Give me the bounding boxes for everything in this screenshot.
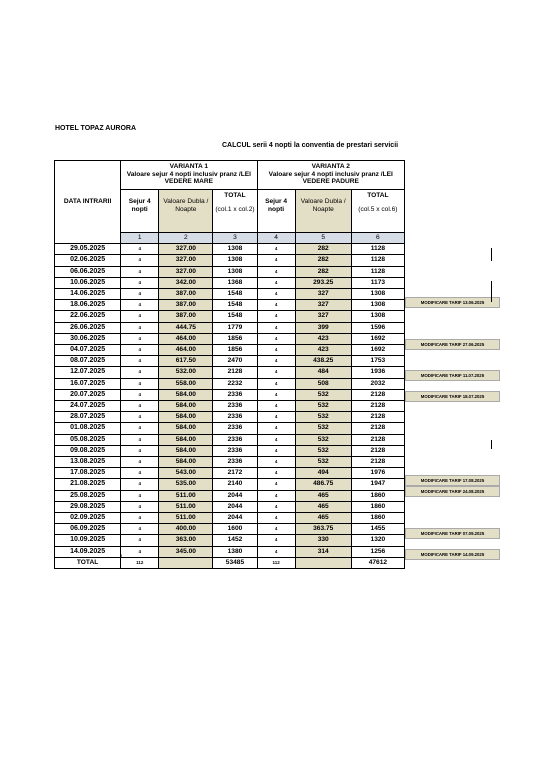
nights-v2: 4 bbox=[257, 389, 295, 400]
nights-v2: 4 bbox=[257, 535, 295, 546]
total-v1: 2044 bbox=[213, 513, 257, 524]
table-row bbox=[55, 266, 405, 277]
nights-v2: 4 bbox=[257, 457, 295, 468]
table-row bbox=[55, 255, 405, 266]
total-v1: 2128 bbox=[213, 367, 257, 378]
table-row bbox=[55, 468, 405, 479]
total-v1: 2232 bbox=[213, 378, 257, 389]
valoare-header-2: Valoare Dubla / Noapte bbox=[295, 190, 351, 233]
total-v1: 2336 bbox=[213, 434, 257, 445]
totals-empty bbox=[159, 557, 213, 568]
total-v2: 2128 bbox=[351, 412, 404, 423]
total-v2: 1753 bbox=[351, 356, 404, 367]
price-v2: 423 bbox=[295, 345, 351, 356]
nights-v2: 4 bbox=[257, 255, 295, 266]
nights-v1: 4 bbox=[121, 423, 159, 434]
price-v1: 532.00 bbox=[159, 367, 213, 378]
totals-row bbox=[55, 557, 405, 568]
nights-v1: 4 bbox=[121, 546, 159, 557]
price-v1: 345.00 bbox=[159, 546, 213, 557]
hotel-name: HOTEL TOPAZ AURORA bbox=[55, 125, 137, 132]
total-label-1: TOTAL bbox=[224, 192, 246, 199]
date-column-header: DATA INTRARII bbox=[55, 161, 121, 244]
price-v1: 327.00 bbox=[159, 255, 213, 266]
variant1-title: VARIANTA 1 bbox=[169, 163, 209, 170]
entry-date: 14.06.2025 bbox=[55, 289, 121, 300]
price-v2: 282 bbox=[295, 244, 351, 255]
price-v2: 399 bbox=[295, 322, 351, 333]
total-v1: 1856 bbox=[213, 333, 257, 344]
tariff-change-note: MODIFICARE TARIF 13.06.2025 bbox=[405, 297, 500, 308]
nights-v2: 4 bbox=[257, 356, 295, 367]
nights-v2: 4 bbox=[257, 501, 295, 512]
price-v1: 400.00 bbox=[159, 524, 213, 535]
nights-v2: 4 bbox=[257, 345, 295, 356]
tariff-change-note: MODIFICARE TARIF 24.08.2025 bbox=[405, 486, 500, 497]
table-row bbox=[55, 546, 405, 557]
price-v2: 314 bbox=[295, 546, 351, 557]
table-row bbox=[55, 513, 405, 524]
nights-v2: 4 bbox=[257, 300, 295, 311]
entry-date: 24.07.2025 bbox=[55, 401, 121, 412]
document-title: CALCUL serii 4 nopti la conventia de prestari servicii bbox=[222, 142, 399, 149]
price-v1: 342.00 bbox=[159, 277, 213, 288]
price-v2: 484 bbox=[295, 367, 351, 378]
table-row bbox=[55, 445, 405, 456]
table-row bbox=[55, 389, 405, 400]
table-row bbox=[55, 322, 405, 333]
column-number: 4 bbox=[257, 233, 295, 244]
total-v2: 2128 bbox=[351, 423, 404, 434]
total-v1: 2336 bbox=[213, 401, 257, 412]
entry-date: 08.07.2025 bbox=[55, 356, 121, 367]
entry-date: 02.09.2025 bbox=[55, 513, 121, 524]
entry-date: 09.08.2025 bbox=[55, 445, 121, 456]
nights-v1: 4 bbox=[121, 445, 159, 456]
total-v2: 2128 bbox=[351, 401, 404, 412]
entry-date: 20.07.2025 bbox=[55, 389, 121, 400]
price-v1: 584.00 bbox=[159, 423, 213, 434]
total-v1: 1548 bbox=[213, 289, 257, 300]
total-header-1 bbox=[213, 190, 257, 233]
total-v2: 1256 bbox=[351, 546, 404, 557]
price-v2: 330 bbox=[295, 535, 351, 546]
price-v1: 584.00 bbox=[159, 457, 213, 468]
table-row bbox=[55, 333, 405, 344]
total-v1: 1452 bbox=[213, 535, 257, 546]
table-row bbox=[55, 479, 405, 490]
price-v2: 532 bbox=[295, 401, 351, 412]
nights-v1: 4 bbox=[121, 244, 159, 255]
totals-label: TOTAL bbox=[55, 557, 121, 568]
total-v2: 2032 bbox=[351, 378, 404, 389]
entry-date: 10.09.2025 bbox=[55, 535, 121, 546]
stray-mark: / bbox=[120, 555, 122, 562]
total-v1: 1856 bbox=[213, 345, 257, 356]
nights-v1: 4 bbox=[121, 389, 159, 400]
margin-mark bbox=[491, 440, 492, 449]
nights-v2: 4 bbox=[257, 333, 295, 344]
total-v2: 1308 bbox=[351, 289, 404, 300]
nights-v2: 4 bbox=[257, 367, 295, 378]
nights-v1: 4 bbox=[121, 311, 159, 322]
nights-v1: 4 bbox=[121, 468, 159, 479]
total-v2: 1936 bbox=[351, 367, 404, 378]
valoare-header-1: Valoare Dubla / Noapte bbox=[159, 190, 213, 233]
variant1-description: Valoare sejur 4 nopti inclusiv pranz /LEI VEDERE MARE bbox=[126, 170, 251, 185]
tariff-change-note: MODIFICARE TARIF 14.09.2025 bbox=[405, 549, 500, 560]
nights-v1: 4 bbox=[121, 345, 159, 356]
total-v1: 2336 bbox=[213, 389, 257, 400]
nights-v2: 4 bbox=[257, 434, 295, 445]
price-v1: 444.75 bbox=[159, 322, 213, 333]
nights-v2: 4 bbox=[257, 490, 295, 501]
totals-t2: 47612 bbox=[351, 557, 404, 568]
column-number: 1 bbox=[121, 233, 159, 244]
price-v1: 363.00 bbox=[159, 535, 213, 546]
entry-date: 18.06.2025 bbox=[55, 300, 121, 311]
column-number: 6 bbox=[351, 233, 404, 244]
sejur-header-1: Sejur 4 nopti bbox=[121, 190, 159, 233]
price-v1: 535.00 bbox=[159, 479, 213, 490]
price-v2: 532 bbox=[295, 412, 351, 423]
total-v1: 2044 bbox=[213, 501, 257, 512]
price-v2: 494 bbox=[295, 468, 351, 479]
nights-v1: 4 bbox=[121, 490, 159, 501]
total-v1: 2172 bbox=[213, 468, 257, 479]
price-v2: 327 bbox=[295, 311, 351, 322]
nights-v1: 4 bbox=[121, 277, 159, 288]
total-v2: 2128 bbox=[351, 457, 404, 468]
table-row bbox=[55, 356, 405, 367]
total-v2: 1455 bbox=[351, 524, 404, 535]
total-v2: 1308 bbox=[351, 300, 404, 311]
total-v2: 1860 bbox=[351, 501, 404, 512]
total-v2: 1860 bbox=[351, 490, 404, 501]
total-v1: 2044 bbox=[213, 490, 257, 501]
price-v1: 511.00 bbox=[159, 490, 213, 501]
total-v1: 1600 bbox=[213, 524, 257, 535]
entry-date: 28.07.2025 bbox=[55, 412, 121, 423]
price-v2: 486.75 bbox=[295, 479, 351, 490]
nights-v1: 4 bbox=[121, 333, 159, 344]
nights-v1: 4 bbox=[121, 479, 159, 490]
margin-mark bbox=[491, 248, 492, 261]
nights-v2: 4 bbox=[257, 412, 295, 423]
table-row bbox=[55, 490, 405, 501]
nights-v2: 4 bbox=[257, 479, 295, 490]
entry-date: 30.06.2025 bbox=[55, 333, 121, 344]
total-v1: 2336 bbox=[213, 457, 257, 468]
table-row bbox=[55, 401, 405, 412]
nights-v2: 4 bbox=[257, 244, 295, 255]
table-row bbox=[55, 535, 405, 546]
tariff-change-note: MODIFICARE TARIF 27.06.2025 bbox=[405, 339, 500, 350]
nights-v2: 4 bbox=[257, 311, 295, 322]
price-table bbox=[54, 160, 405, 569]
total-v2: 1173 bbox=[351, 277, 404, 288]
entry-date: 25.08.2025 bbox=[55, 490, 121, 501]
nights-v1: 4 bbox=[121, 501, 159, 512]
entry-date: 06.09.2025 bbox=[55, 524, 121, 535]
nights-v1: 4 bbox=[121, 322, 159, 333]
nights-v1: 4 bbox=[121, 266, 159, 277]
price-v2: 282 bbox=[295, 266, 351, 277]
price-v1: 543.00 bbox=[159, 468, 213, 479]
variant2-description: Valoare sejur 4 nopti inclusiv pranz /LEI VEDERE PADURE bbox=[268, 170, 393, 185]
total-header-2 bbox=[351, 190, 404, 233]
entry-date: 16.07.2025 bbox=[55, 378, 121, 389]
price-v1: 387.00 bbox=[159, 289, 213, 300]
entry-date: 14.09.2025 bbox=[55, 546, 121, 557]
price-v1: 617.50 bbox=[159, 356, 213, 367]
total-v1: 2336 bbox=[213, 423, 257, 434]
price-v1: 464.00 bbox=[159, 345, 213, 356]
total-v2: 1692 bbox=[351, 333, 404, 344]
total-v2: 1320 bbox=[351, 535, 404, 546]
total-v2: 1692 bbox=[351, 345, 404, 356]
nights-v2: 4 bbox=[257, 378, 295, 389]
total-v2: 1596 bbox=[351, 322, 404, 333]
nights-v2: 4 bbox=[257, 445, 295, 456]
total-v2: 2128 bbox=[351, 434, 404, 445]
tariff-change-note: MODIFICARE TARIF 07.09.2025 bbox=[405, 528, 500, 539]
nights-v1: 4 bbox=[121, 378, 159, 389]
table-row bbox=[55, 277, 405, 288]
table-row bbox=[55, 378, 405, 389]
entry-date: 04.07.2025 bbox=[55, 345, 121, 356]
entry-date: 01.08.2025 bbox=[55, 423, 121, 434]
total-v1: 1548 bbox=[213, 311, 257, 322]
sejur-header-2: Sejur 4 nopti bbox=[257, 190, 295, 233]
nights-v1: 4 bbox=[121, 412, 159, 423]
tariff-change-note: MODIFICARE TARIF 17.08.2025 bbox=[405, 475, 500, 486]
table-row bbox=[55, 367, 405, 378]
totals-n1: 112 bbox=[121, 557, 159, 568]
total-v2: 1976 bbox=[351, 468, 404, 479]
price-v2: 327 bbox=[295, 289, 351, 300]
totals-n2: 112 bbox=[257, 557, 295, 568]
total-v1: 1380 bbox=[213, 546, 257, 557]
table-row bbox=[55, 434, 405, 445]
nights-v1: 4 bbox=[121, 535, 159, 546]
entry-date: 26.06.2025 bbox=[55, 322, 121, 333]
totals-t1: 53485 bbox=[213, 557, 257, 568]
price-v2: 293.25 bbox=[295, 277, 351, 288]
nights-v1: 4 bbox=[121, 457, 159, 468]
table-row bbox=[55, 457, 405, 468]
price-v2: 465 bbox=[295, 490, 351, 501]
price-v2: 532 bbox=[295, 434, 351, 445]
table-row bbox=[55, 244, 405, 255]
nights-v1: 4 bbox=[121, 367, 159, 378]
margin-mark bbox=[491, 293, 492, 302]
price-v2: 423 bbox=[295, 333, 351, 344]
margin-mark bbox=[491, 281, 492, 293]
nights-v2: 4 bbox=[257, 289, 295, 300]
price-v1: 511.00 bbox=[159, 513, 213, 524]
price-v2: 532 bbox=[295, 457, 351, 468]
price-v2: 532 bbox=[295, 423, 351, 434]
column-number: 3 bbox=[213, 233, 257, 244]
total-v1: 2336 bbox=[213, 412, 257, 423]
column-number: 2 bbox=[159, 233, 213, 244]
table-row bbox=[55, 300, 405, 311]
total-formula-1: (col.1 x col.2) bbox=[215, 205, 255, 213]
entry-date: 29.05.2025 bbox=[55, 244, 121, 255]
table-row bbox=[55, 412, 405, 423]
total-v1: 2336 bbox=[213, 445, 257, 456]
tariff-change-note: MODIFICARE TARIF 18.07.2025 bbox=[405, 391, 500, 402]
total-v2: 1128 bbox=[351, 244, 404, 255]
total-label-2: TOTAL bbox=[367, 192, 389, 199]
variant2-title: VARIANTA 2 bbox=[311, 163, 350, 170]
price-v2: 532 bbox=[295, 389, 351, 400]
price-v1: 584.00 bbox=[159, 401, 213, 412]
price-v1: 387.00 bbox=[159, 300, 213, 311]
nights-v1: 4 bbox=[121, 300, 159, 311]
nights-v1: 4 bbox=[121, 524, 159, 535]
price-v1: 584.00 bbox=[159, 434, 213, 445]
table-row bbox=[55, 524, 405, 535]
table-row bbox=[55, 311, 405, 322]
total-v2: 2128 bbox=[351, 389, 404, 400]
price-v2: 465 bbox=[295, 501, 351, 512]
price-v2: 508 bbox=[295, 378, 351, 389]
nights-v1: 4 bbox=[121, 513, 159, 524]
total-v1: 1548 bbox=[213, 300, 257, 311]
variant1-header bbox=[121, 161, 257, 190]
total-v1: 1368 bbox=[213, 277, 257, 288]
nights-v1: 4 bbox=[121, 289, 159, 300]
price-v1: 584.00 bbox=[159, 412, 213, 423]
total-v1: 1308 bbox=[213, 255, 257, 266]
totals-empty bbox=[295, 557, 351, 568]
tariff-change-note: MODIFICARE TARIF 11.07.2025 bbox=[405, 370, 500, 381]
price-v1: 327.00 bbox=[159, 244, 213, 255]
table-row bbox=[55, 423, 405, 434]
entry-date: 29.08.2025 bbox=[55, 501, 121, 512]
price-v1: 327.00 bbox=[159, 266, 213, 277]
total-v2: 1128 bbox=[351, 266, 404, 277]
price-v1: 558.00 bbox=[159, 378, 213, 389]
entry-date: 12.07.2025 bbox=[55, 367, 121, 378]
total-v2: 1308 bbox=[351, 311, 404, 322]
table-row bbox=[55, 501, 405, 512]
total-v1: 1308 bbox=[213, 266, 257, 277]
price-v2: 438.25 bbox=[295, 356, 351, 367]
entry-date: 21.08.2025 bbox=[55, 479, 121, 490]
price-v1: 511.00 bbox=[159, 501, 213, 512]
entry-date: 02.06.2025 bbox=[55, 255, 121, 266]
entry-date: 17.08.2025 bbox=[55, 468, 121, 479]
price-v2: 532 bbox=[295, 445, 351, 456]
price-v1: 387.00 bbox=[159, 311, 213, 322]
total-v2: 1128 bbox=[351, 255, 404, 266]
total-formula-2: (col.5 x col.6) bbox=[358, 205, 398, 213]
price-v1: 584.00 bbox=[159, 445, 213, 456]
nights-v2: 4 bbox=[257, 401, 295, 412]
entry-date: 06.06.2025 bbox=[55, 266, 121, 277]
price-v2: 465 bbox=[295, 513, 351, 524]
total-v1: 1308 bbox=[213, 244, 257, 255]
price-v1: 464.00 bbox=[159, 333, 213, 344]
nights-v2: 4 bbox=[257, 546, 295, 557]
variant2-header bbox=[257, 161, 404, 190]
total-v2: 1947 bbox=[351, 479, 404, 490]
table-row bbox=[55, 289, 405, 300]
nights-v2: 4 bbox=[257, 513, 295, 524]
nights-v2: 4 bbox=[257, 277, 295, 288]
total-v1: 1779 bbox=[213, 322, 257, 333]
entry-date: 10.06.2025 bbox=[55, 277, 121, 288]
nights-v2: 4 bbox=[257, 266, 295, 277]
entry-date: 22.06.2025 bbox=[55, 311, 121, 322]
nights-v1: 4 bbox=[121, 434, 159, 445]
price-v2: 363.75 bbox=[295, 524, 351, 535]
nights-v1: 4 bbox=[121, 255, 159, 266]
nights-v2: 4 bbox=[257, 423, 295, 434]
total-v1: 2470 bbox=[213, 356, 257, 367]
entry-date: 05.08.2025 bbox=[55, 434, 121, 445]
nights-v2: 4 bbox=[257, 468, 295, 479]
total-v1: 2140 bbox=[213, 479, 257, 490]
entry-date: 13.08.2025 bbox=[55, 457, 121, 468]
price-v2: 327 bbox=[295, 300, 351, 311]
nights-v1: 4 bbox=[121, 356, 159, 367]
total-v2: 1860 bbox=[351, 513, 404, 524]
total-v2: 2128 bbox=[351, 445, 404, 456]
nights-v2: 4 bbox=[257, 524, 295, 535]
column-number: 5 bbox=[295, 233, 351, 244]
price-v1: 584.00 bbox=[159, 389, 213, 400]
table-row bbox=[55, 345, 405, 356]
nights-v1: 4 bbox=[121, 401, 159, 412]
nights-v2: 4 bbox=[257, 322, 295, 333]
price-v2: 282 bbox=[295, 255, 351, 266]
